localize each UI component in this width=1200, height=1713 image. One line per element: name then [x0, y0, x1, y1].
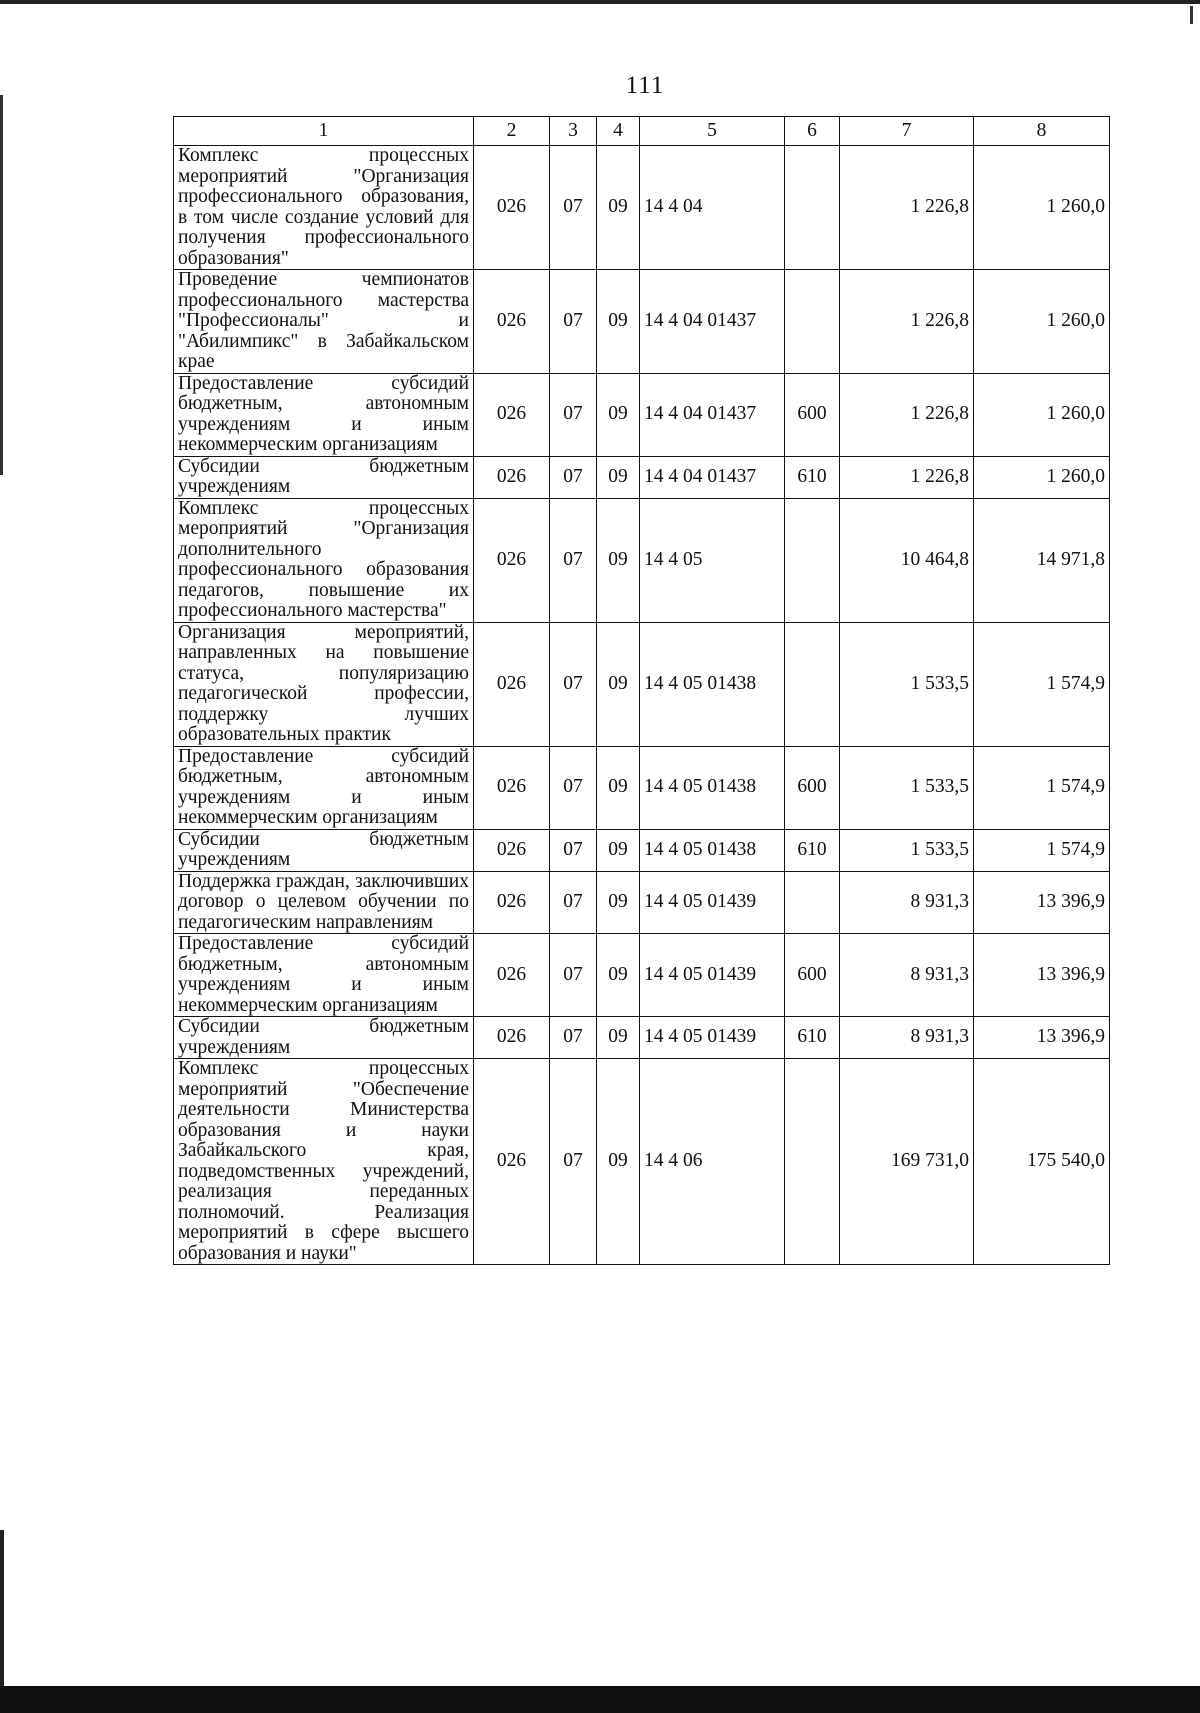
subsection-code: 09 — [597, 373, 640, 456]
amount-col7: 1 533,5 — [840, 746, 974, 829]
ministry-code: 026 — [474, 829, 550, 871]
subsection-code: 09 — [597, 622, 640, 746]
subsection-code: 09 — [597, 1017, 640, 1059]
amount-col8: 1 260,0 — [974, 456, 1110, 498]
ministry-code: 026 — [474, 146, 550, 270]
table-row — [174, 146, 1110, 270]
section-code: 07 — [550, 746, 597, 829]
item-name: Организация мероприятий, направленных на повышение статуса, популяризацию педагогической профессии, поддержку лучших образовательных практик — [174, 622, 474, 746]
ministry-code: 026 — [474, 456, 550, 498]
column-header: 3 — [550, 117, 597, 146]
section-code: 07 — [550, 146, 597, 270]
scan-edge-top — [0, 0, 1200, 4]
table-row — [174, 934, 1110, 1017]
subsection-code: 09 — [597, 456, 640, 498]
section-code: 07 — [550, 622, 597, 746]
amount-col7: 1 533,5 — [840, 622, 974, 746]
item-name: Проведение чемпионатов профессионального мастерства "Профессионалы" и "Абилимпикс" в Забайкальском крае — [174, 270, 474, 374]
section-code: 07 — [550, 934, 597, 1017]
column-header: 5 — [640, 117, 785, 146]
amount-col7: 169 731,0 — [840, 1059, 974, 1265]
expense-type-code — [785, 146, 840, 270]
table-row — [174, 1017, 1110, 1059]
item-name: Поддержка граждан, заключивших договор о целевом обучении по педагогическим направлениям — [174, 871, 474, 934]
target-article-code: 14 4 06 — [640, 1059, 785, 1265]
ministry-code: 026 — [474, 746, 550, 829]
expense-type-code: 600 — [785, 746, 840, 829]
column-header: 7 — [840, 117, 974, 146]
amount-col8: 1 574,9 — [974, 829, 1110, 871]
item-name: Предоставление субсидий бюджетным, автономным учреждениям и иным некоммерческим организациям — [174, 934, 474, 1017]
amount-col7: 10 464,8 — [840, 498, 974, 622]
section-code: 07 — [550, 829, 597, 871]
expense-type-code: 600 — [785, 373, 840, 456]
item-name: Субсидии бюджетным учреждениям — [174, 829, 474, 871]
table-row — [174, 871, 1110, 934]
item-name: Предоставление субсидий бюджетным, автономным учреждениям и иным некоммерческим организациям — [174, 746, 474, 829]
amount-col8: 13 396,9 — [974, 871, 1110, 934]
ministry-code: 026 — [474, 1017, 550, 1059]
expense-type-code: 610 — [785, 456, 840, 498]
target-article-code: 14 4 04 — [640, 146, 785, 270]
target-article-code: 14 4 04 01437 — [640, 456, 785, 498]
expense-type-code — [785, 498, 840, 622]
target-article-code: 14 4 05 01438 — [640, 622, 785, 746]
amount-col7: 8 931,3 — [840, 871, 974, 934]
section-code: 07 — [550, 270, 597, 374]
ministry-code: 026 — [474, 622, 550, 746]
table-row — [174, 270, 1110, 374]
amount-col7: 1 226,8 — [840, 456, 974, 498]
column-header: 4 — [597, 117, 640, 146]
subsection-code: 09 — [597, 146, 640, 270]
table-row — [174, 456, 1110, 498]
table-header-row — [174, 117, 1110, 146]
amount-col7: 1 226,8 — [840, 270, 974, 374]
expense-type-code: 610 — [785, 829, 840, 871]
section-code: 07 — [550, 373, 597, 456]
table-row — [174, 498, 1110, 622]
budget-table — [173, 116, 1110, 1265]
page-number: 111 — [625, 72, 665, 99]
scan-edge-right — [1190, 6, 1193, 24]
amount-col8: 13 396,9 — [974, 1017, 1110, 1059]
item-name: Комплекс процессных мероприятий "Организация дополнительного профессионального образования педагогов, повышение их профессионального мастерства" — [174, 498, 474, 622]
table-row — [174, 373, 1110, 456]
section-code: 07 — [550, 871, 597, 934]
scan-edge-left — [0, 95, 3, 475]
item-name: Комплекс процессных мероприятий "Обеспечение деятельности Министерства образования и науки Забайкальского края, подведомственных учреждений, реализация переданных полномочий. Реализация мероприятий в сфере высшего образования и науки" — [174, 1059, 474, 1265]
subsection-code: 09 — [597, 746, 640, 829]
ministry-code: 026 — [474, 934, 550, 1017]
item-name: Предоставление субсидий бюджетным, автономным учреждениям и иным некоммерческим организациям — [174, 373, 474, 456]
target-article-code: 14 4 05 — [640, 498, 785, 622]
amount-col7: 1 226,8 — [840, 146, 974, 270]
expense-type-code — [785, 622, 840, 746]
target-article-code: 14 4 04 01437 — [640, 373, 785, 456]
ministry-code: 026 — [474, 871, 550, 934]
table-row — [174, 1059, 1110, 1265]
section-code: 07 — [550, 498, 597, 622]
amount-col8: 14 971,8 — [974, 498, 1110, 622]
ministry-code: 026 — [474, 498, 550, 622]
column-header: 1 — [174, 117, 474, 146]
amount-col8: 1 574,9 — [974, 746, 1110, 829]
section-code: 07 — [550, 456, 597, 498]
expense-type-code — [785, 270, 840, 374]
table-row — [174, 746, 1110, 829]
amount-col8: 13 396,9 — [974, 934, 1110, 1017]
amount-col8: 1 260,0 — [974, 373, 1110, 456]
amount-col8: 1 260,0 — [974, 146, 1110, 270]
ministry-code: 026 — [474, 270, 550, 374]
column-header: 8 — [974, 117, 1110, 146]
amount-col7: 8 931,3 — [840, 1017, 974, 1059]
amount-col7: 8 931,3 — [840, 934, 974, 1017]
expense-type-code: 610 — [785, 1017, 840, 1059]
expense-type-code: 600 — [785, 934, 840, 1017]
section-code: 07 — [550, 1017, 597, 1059]
section-code: 07 — [550, 1059, 597, 1265]
target-article-code: 14 4 05 01438 — [640, 746, 785, 829]
amount-col7: 1 533,5 — [840, 829, 974, 871]
subsection-code: 09 — [597, 270, 640, 374]
subsection-code: 09 — [597, 934, 640, 1017]
ministry-code: 026 — [474, 1059, 550, 1265]
expense-type-code — [785, 1059, 840, 1265]
amount-col8: 175 540,0 — [974, 1059, 1110, 1265]
column-header: 6 — [785, 117, 840, 146]
subsection-code: 09 — [597, 1059, 640, 1265]
table-row — [174, 829, 1110, 871]
expense-type-code — [785, 871, 840, 934]
amount-col8: 1 260,0 — [974, 270, 1110, 374]
target-article-code: 14 4 05 01439 — [640, 1017, 785, 1059]
amount-col8: 1 574,9 — [974, 622, 1110, 746]
scan-edge-bottom — [0, 1686, 1200, 1713]
item-name: Субсидии бюджетным учреждениям — [174, 1017, 474, 1059]
amount-col7: 1 226,8 — [840, 373, 974, 456]
target-article-code: 14 4 04 01437 — [640, 270, 785, 374]
ministry-code: 026 — [474, 373, 550, 456]
subsection-code: 09 — [597, 829, 640, 871]
subsection-code: 09 — [597, 498, 640, 622]
item-name: Комплекс процессных мероприятий "Организация профессионального образования, в том числе создание условий для получения профессионального образования" — [174, 146, 474, 270]
column-header: 2 — [474, 117, 550, 146]
table-row — [174, 622, 1110, 746]
target-article-code: 14 4 05 01438 — [640, 829, 785, 871]
target-article-code: 14 4 05 01439 — [640, 934, 785, 1017]
subsection-code: 09 — [597, 871, 640, 934]
scan-edge-left-lower — [0, 1530, 4, 1690]
item-name: Субсидии бюджетным учреждениям — [174, 456, 474, 498]
target-article-code: 14 4 05 01439 — [640, 871, 785, 934]
